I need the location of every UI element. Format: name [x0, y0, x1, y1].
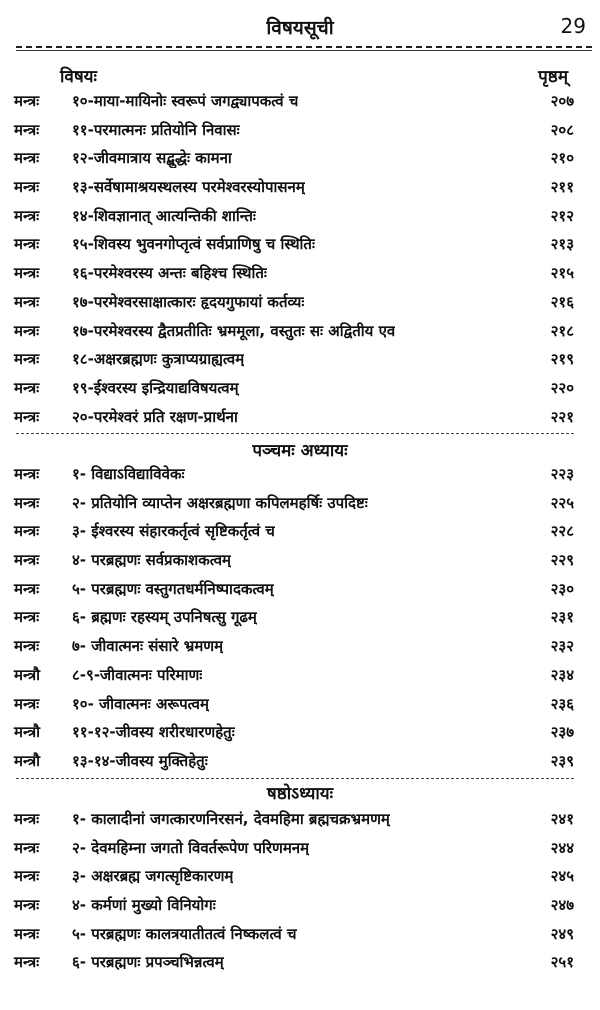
toc-entry [0, 948, 600, 977]
entry-label: मन्त्रौ [14, 751, 41, 770]
toc-entry [0, 317, 600, 346]
toc-entry [0, 805, 600, 834]
entry-text: २०-परमेश्वरं प्रति रक्षण-प्रार्थना [72, 407, 238, 426]
entry-page: २३० [550, 579, 574, 598]
toc-section-1 [0, 87, 600, 431]
toc-entry [0, 661, 600, 690]
entry-label: मन्त्रः [14, 178, 40, 197]
entry-page: २५१ [550, 953, 574, 972]
entry-page: २३४ [550, 665, 574, 684]
entry-label: मन्त्रः [14, 292, 40, 311]
entry-label: मन्त्रः [14, 407, 40, 426]
entry-label: मन्त्रः [14, 838, 40, 857]
entry-text: १०- जीवात्मनः अरूपत्वम् [72, 694, 209, 713]
entry-label: मन्त्रः [14, 378, 40, 397]
entry-label: मन्त्रः [14, 924, 40, 943]
entry-page: २१६ [550, 292, 574, 311]
entry-text: ५- परब्रह्मणः कालत्रयातीतत्वं निष्कलत्वं च [72, 924, 297, 943]
entry-page: २२८ [550, 522, 574, 541]
toc-entry [0, 403, 600, 432]
entry-label: मन्त्रः [14, 92, 40, 110]
toc-entry [0, 575, 600, 604]
entry-page: २४४ [550, 838, 574, 857]
entry-text: ३- अक्षरब्रह्म जगत्सृष्टिकारणम् [72, 867, 234, 886]
entry-label: मन्त्रः [14, 637, 40, 656]
entry-page: २१९ [550, 350, 574, 369]
column-header-page: पृष्ठम् [538, 67, 568, 87]
entry-page: २२१ [550, 407, 574, 426]
entry-text: ८-९-जीवात्मनः परिमाणः [72, 665, 203, 684]
entry-page: २२५ [550, 493, 574, 512]
entry-text: १०-माया-मायिनोः स्वरूपं जगद्व्यापकत्वं च [72, 92, 299, 110]
entry-label: मन्त्रः [14, 953, 40, 972]
toc-entry [0, 173, 600, 202]
entry-text: १९-ईश्वरस्य इन्द्रियाद्यविषयत्वम् [72, 378, 239, 397]
entry-label: मन्त्रः [14, 867, 40, 886]
toc-entry [0, 690, 600, 719]
entry-page: २४९ [550, 924, 574, 943]
entry-page: २२९ [550, 551, 574, 570]
entry-label: मन्त्रः [14, 149, 40, 168]
entry-label: मन्त्रः [14, 896, 40, 915]
toc-entry [0, 460, 600, 489]
entry-label: मन्त्रौ [14, 723, 41, 742]
entry-page: २०७ [550, 92, 574, 110]
entry-text: १५-शिवस्य भुवनगोप्तृत्वं सर्वप्राणिषु च स्थितिः [72, 235, 315, 254]
toc-entry [0, 632, 600, 661]
toc-entry [0, 718, 600, 747]
section-divider [16, 778, 574, 779]
toc-entry [0, 834, 600, 863]
entry-text: ६- ब्रह्मणः रहस्यम् उपनिषत्सु गूढम् [72, 608, 257, 627]
entry-page: २०८ [550, 120, 574, 139]
toc-entry [0, 87, 600, 116]
entry-page: २११ [550, 178, 574, 197]
entry-page: २४१ [550, 810, 574, 828]
toc-entry [0, 374, 600, 403]
entry-text: ११-परमात्मनः प्रतियोनि निवासः [72, 120, 240, 139]
entry-page: २१८ [550, 321, 574, 340]
entry-text: ७- जीवात्मनः संसारे भ्रमणम् [72, 637, 224, 656]
entry-text: १७-परमेश्वरस्य द्वैतप्रतीतिः भ्रममूला, वस्तुतः सः अद्वितीय एव [72, 321, 396, 340]
toc-entry [0, 345, 600, 374]
entry-text: १३-१४-जीवस्य मुक्तिहेतुः [72, 751, 208, 770]
toc-entry [0, 747, 600, 776]
toc-entry [0, 230, 600, 259]
entry-text: ५- परब्रह्मणः वस्तुगतधर्मनिष्पादकत्वम् [72, 579, 274, 598]
toc-entry [0, 517, 600, 546]
page-number: 29 [560, 14, 586, 38]
entry-page: २४५ [550, 867, 574, 886]
toc-entry [0, 891, 600, 920]
entry-text: १६-परमेश्वरस्य अन्तः बहिश्च स्थितिः [72, 264, 267, 283]
entry-text: ४- कर्मणां मुख्यो विनियोगः [72, 896, 216, 915]
toc-entry [0, 259, 600, 288]
entry-text: ११-१२-जीवस्य शरीरधारणहेतुः [72, 723, 235, 742]
toc-entry [0, 144, 600, 173]
chapter-title-6: षष्ठोऽध्यायः [266, 784, 334, 804]
entry-label: मन्त्रः [14, 465, 40, 483]
entry-label: मन्त्रः [14, 350, 40, 369]
toc-section-3 [0, 805, 600, 977]
toc-section-2 [0, 460, 600, 776]
entry-text: १- विद्याऽविद्याविवेकः [72, 465, 185, 483]
entry-label: मन्त्रः [14, 694, 40, 713]
entry-label: मन्त्रः [14, 579, 40, 598]
entry-page: २३७ [550, 723, 574, 742]
toc-entry [0, 920, 600, 949]
entry-text: १२-जीवमात्राय सद्बुद्धेः कामना [72, 149, 232, 168]
entry-page: २३९ [550, 751, 574, 770]
entry-text: १- कालादीनां जगत्कारणनिरसनं, देवमहिमा ब्रह्मचक्रभ्रमणम् [72, 810, 390, 828]
entry-text: २- प्रतियोनि व्याप्तेन अक्षरब्रह्मणा कपिलमहर्षिः उपदिष्टः [72, 493, 368, 512]
page-header [0, 14, 600, 44]
toc-entry [0, 862, 600, 891]
entry-text: ४- परब्रह्मणः सर्वप्रकाशकत्वम् [72, 551, 232, 570]
entry-label: मन्त्रः [14, 608, 40, 627]
entry-page: २३६ [550, 694, 574, 713]
entry-page: २१३ [550, 235, 574, 254]
section-divider [16, 433, 574, 434]
entry-label: मन्त्रः [14, 522, 40, 541]
entry-label: मन्त्रः [14, 235, 40, 254]
entry-text: २- देवमहिम्ना जगतो विवर्तरूपेण परिणमनम् [72, 838, 310, 857]
toc-entry [0, 603, 600, 632]
entry-text: ६- परब्रह्मणः प्रपञ्चभिन्नत्वम् [72, 953, 224, 972]
column-header-subject: विषयः [60, 67, 97, 87]
toc-entry [0, 202, 600, 231]
entry-page: २२० [550, 378, 574, 397]
entry-label: मन्त्रः [14, 321, 40, 340]
entry-page: २३१ [550, 608, 574, 627]
entry-label: मन्त्रः [14, 264, 40, 283]
entry-text: १७-परमेश्वरसाक्षात्कारः हृदयगुफायां कर्तव्यः [72, 292, 305, 311]
entry-text: १३-सर्वेषामाश्रयस्थलस्य परमेश्वरस्योपासनम् [72, 178, 305, 197]
entry-label: मन्त्रौ [14, 665, 41, 684]
header-rule-line [16, 50, 592, 51]
entry-label: मन्त्रः [14, 810, 40, 828]
entry-page: २१५ [550, 264, 574, 283]
entry-page: २४७ [550, 896, 574, 915]
toc-entry [0, 288, 600, 317]
entry-label: मन्त्रः [14, 493, 40, 512]
entry-text: १८-अक्षरब्रह्मणः कुत्राप्यग्राह्यत्वम् [72, 350, 245, 369]
entry-page: २३२ [550, 637, 574, 656]
entry-page: २२३ [550, 465, 574, 483]
entry-text: १४-शिवज्ञानात् आत्यन्तिकी शान्तिः [72, 206, 256, 225]
toc-entry [0, 116, 600, 145]
page-title: विषयसूची [266, 17, 334, 39]
toc-entry [0, 489, 600, 518]
entry-text: ३- ईश्वरस्य संहारकर्तृत्वं सृष्टिकर्तृत्वं च [72, 522, 275, 541]
entry-label: मन्त्रः [14, 551, 40, 570]
entry-page: २१० [550, 149, 574, 168]
entry-label: मन्त्रः [14, 206, 40, 225]
header-rule [16, 46, 592, 48]
toc-entry [0, 546, 600, 575]
chapter-title-5: पञ्चमः अध्यायः [252, 441, 348, 461]
entry-page: २१२ [550, 206, 574, 225]
entry-label: मन्त्रः [14, 120, 40, 139]
